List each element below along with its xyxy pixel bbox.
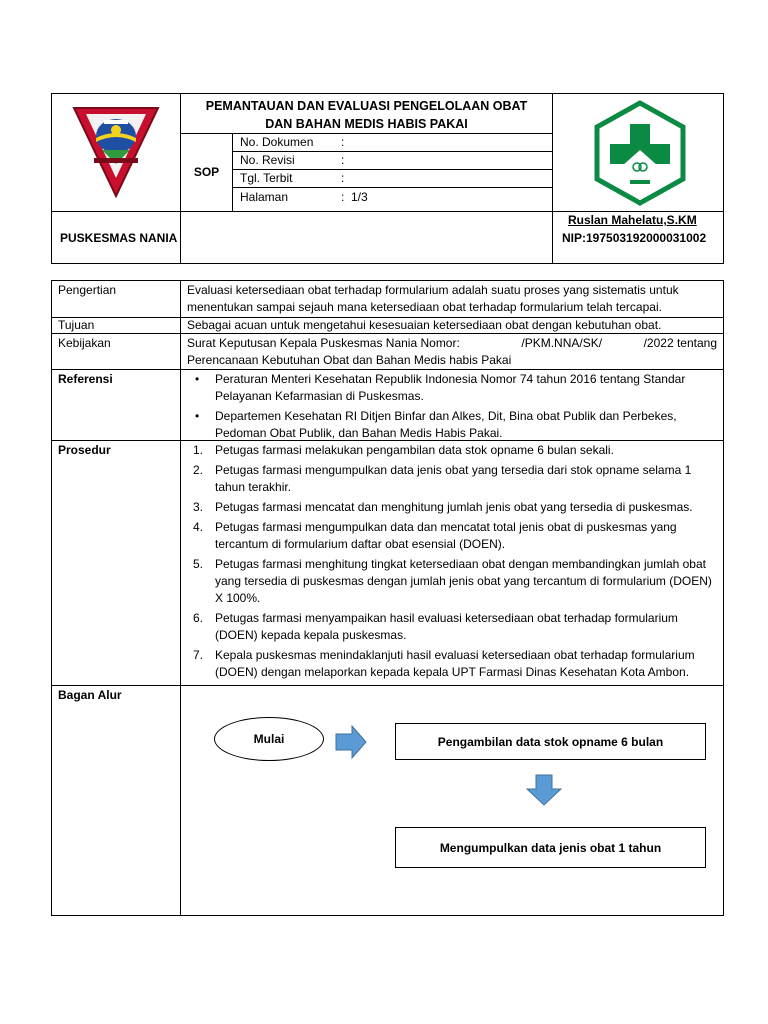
prosedur-item-number: 7. — [193, 648, 204, 662]
header-divider — [232, 169, 553, 170]
title-line-2: DAN BAHAN MEDIS HABIS PAKAI — [265, 117, 468, 131]
flow-step-box — [395, 723, 706, 760]
kebijakan-line1-b: /PKM.NNA/SK/ — [521, 336, 603, 350]
referensi-list — [187, 371, 719, 442]
prosedur-list — [187, 442, 719, 681]
referensi-item: • Departemen Kesehatan RI Ditjen Binfar dan Alkes, Dit, Bina obat Publik dan Perbekes, Pedoman Obat Publik, dan Bahan Medis Habis Pakai. — [187, 408, 719, 442]
prosedur-item — [187, 519, 719, 553]
prosedur-item — [187, 499, 719, 516]
flow-step-box — [395, 827, 706, 868]
sop-label: SOP — [193, 165, 220, 179]
header-divider — [180, 133, 553, 134]
doc-row-label: No. Dokumen — [240, 135, 314, 149]
prosedur-item — [187, 442, 719, 459]
header-divider — [552, 93, 553, 264]
prosedur-item — [187, 462, 719, 496]
tujuan-label: Tujuan — [58, 318, 95, 332]
pengertian-text: Evaluasi ketersediaan obat terhadap formularium adalah suatu proses yang sistematis untuk menentukan sampai sejauh mana ketersediaan obat terhadap formularium telah tercapai. — [187, 283, 679, 314]
prosedur-item-number: 3. — [193, 500, 204, 514]
doc-row-value: : 1/3 — [341, 190, 368, 204]
prosedur-item — [187, 556, 719, 607]
prosedur-item-text: Petugas farmasi melakukan pengambilan data stok opname 6 bulan sekali. — [215, 443, 614, 457]
flow-step-1-label: Pengambilan data stok opname 6 bulan — [437, 734, 664, 749]
kebijakan-text — [187, 335, 717, 369]
flow-start-oval — [214, 717, 324, 761]
kebijakan-label: Kebijakan — [58, 336, 111, 350]
signer-nip: NIP:197503192000031002 — [562, 231, 707, 245]
header-divider — [51, 211, 724, 212]
doc-row-value: : — [341, 153, 345, 167]
flow-step-2-label: Mengumpulkan data jenis obat 1 tahun — [439, 840, 662, 855]
prosedur-item-number: 2. — [193, 463, 204, 477]
puskesmas-logo — [592, 100, 688, 206]
referensi-item: • Peraturan Menteri Kesehatan Republik Indonesia Nomor 74 tahun 2016 tentang Standar Pelayanan Kefarmasian di Puskesmas. — [187, 371, 719, 405]
content-divider — [51, 685, 724, 686]
title-line-1: PEMANTAUAN DAN EVALUASI PENGELOLAAN OBAT — [205, 99, 528, 113]
signer-name: Ruslan Mahelatu,S.KM — [568, 213, 697, 227]
referensi-label: Referensi — [58, 372, 113, 386]
prosedur-item-number: 5. — [193, 557, 204, 571]
prosedur-item-text: Petugas farmasi mengumpulkan data dan mencatat total jenis obat di puskesmas yang tercantum di formularium daftar obat esensial (DOEN). — [215, 520, 677, 551]
doc-row-label: No. Revisi — [240, 153, 295, 167]
prosedur-item-text: Petugas farmasi mencatat dan menghitung jumlah jenis obat yang tersedia di puskesmas. — [215, 500, 693, 514]
prosedur-item — [187, 610, 719, 644]
prosedur-item-text: Petugas farmasi mengumpulkan data jenis obat yang tersedia dari stok opname selama 1 tahun terakhir. — [215, 463, 692, 494]
header-divider — [232, 151, 553, 152]
flow-arrow-right-icon — [335, 725, 367, 759]
prosedur-item-number: 6. — [193, 611, 204, 625]
doc-row-label: Halaman — [240, 190, 289, 204]
kebijakan-line1-c: /2022 tentang — [643, 336, 717, 350]
pengertian-label: Pengertian — [58, 283, 117, 297]
prosedur-item-text: Petugas farmasi menyampaikan hasil evaluasi ketersediaan obat terhadap formularium (DOEN) kepada kepala puskesmas. — [215, 611, 678, 642]
prosedur-item-number: 1. — [193, 443, 204, 457]
flow-arrow-down-icon — [526, 774, 562, 806]
prosedur-item-number: 4. — [193, 520, 204, 534]
doc-row-value: : — [341, 135, 345, 149]
tujuan-text: Sebagai acuan untuk mengetahui kesesuaian ketersediaan obat dengan kebutuhan obat. — [187, 318, 662, 332]
kebijakan-line1-a: Surat Keputusan Kepala Puskesmas Nania Nomor: — [187, 336, 460, 350]
document-title — [181, 97, 552, 133]
prosedur-label: Prosedur — [58, 443, 111, 457]
kebijakan-line2: Perencanaan Kebutuhan Obat dan Bahan Medis habis Pakai — [187, 353, 512, 367]
doc-row-value: : — [341, 171, 345, 185]
content-divider — [51, 369, 724, 370]
regional-emblem-logo — [72, 100, 160, 200]
prosedur-item-text: Kepala puskesmas menindaklanjuti hasil evaluasi ketersediaan obat terhadap formularium (DOEN) dengan melaporkan kepada kepala UPT Farmasi Dinas Kesehatan Kota Ambon. — [215, 648, 695, 679]
prosedur-item — [187, 647, 719, 681]
doc-row-label: Tgl. Terbit — [240, 171, 293, 185]
content-divider — [180, 280, 181, 916]
header-divider — [232, 187, 553, 188]
bagan-alur-label: Bagan Alur — [58, 688, 122, 702]
flow-start-label: Mulai — [253, 732, 285, 746]
organization-name: PUSKESMAS NANIA — [60, 231, 178, 245]
prosedur-item-text: Petugas farmasi menghitung tingkat ketersediaan obat dengan membandingkan jumlah obat yang tersedia di puskesmas dengan jumlah jenis obat yang tercantum di formularium (DOEN) X 100%. — [215, 557, 712, 605]
header-divider — [232, 133, 233, 211]
